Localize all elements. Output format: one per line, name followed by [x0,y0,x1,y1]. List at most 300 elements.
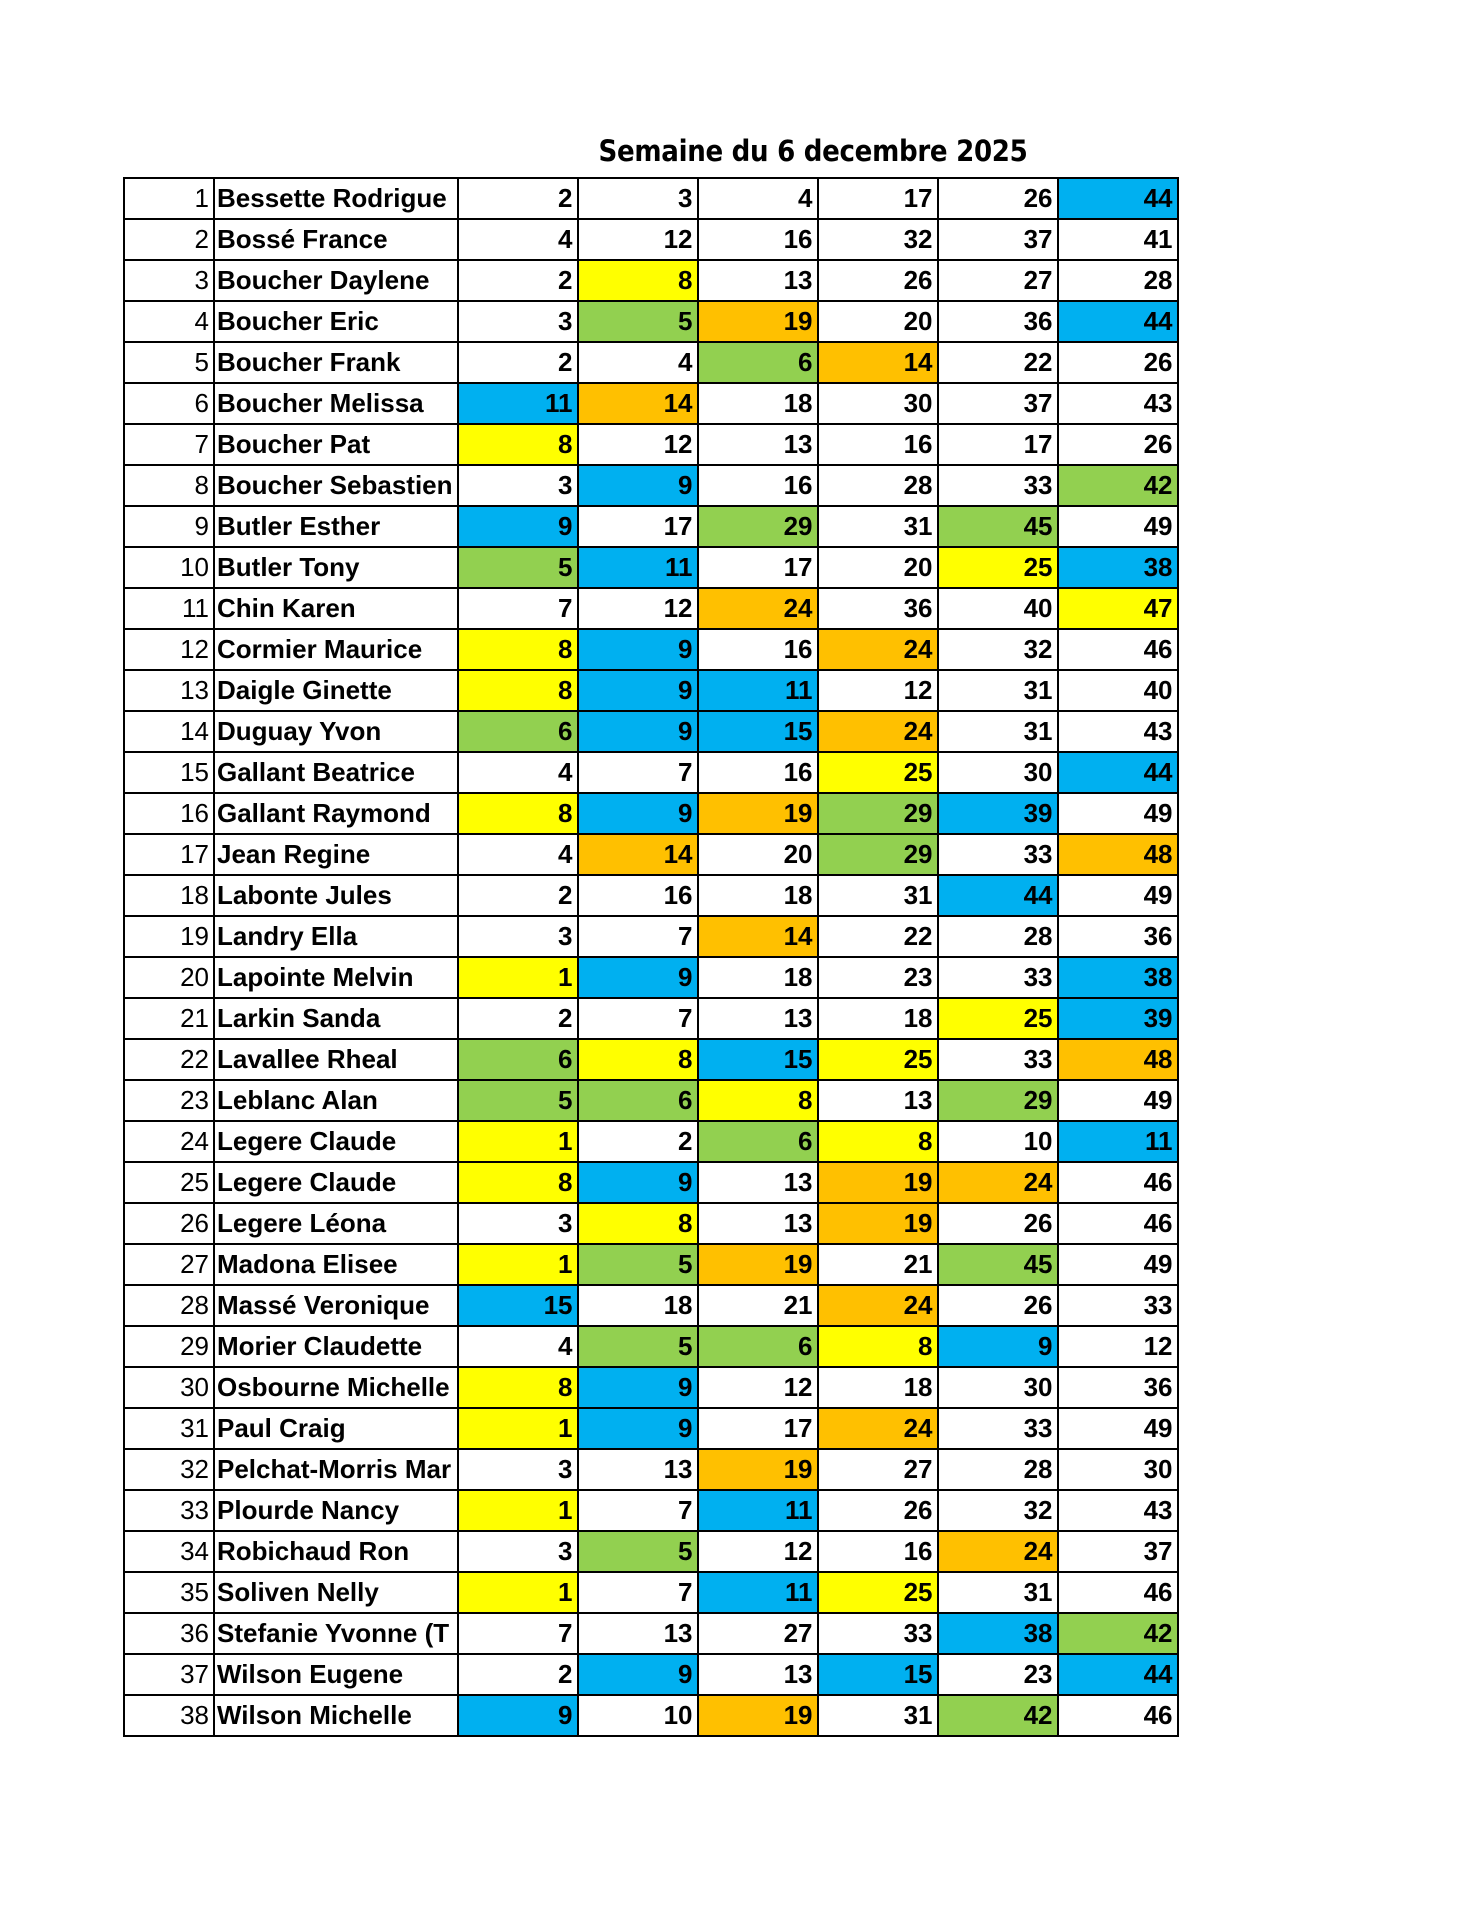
number-cell-1[interactable]: 9 [458,1695,578,1736]
player-name-cell[interactable]: Lapointe Melvin [214,957,458,998]
row-index-cell[interactable]: 35 [124,1572,214,1613]
number-cell-5[interactable]: 36 [938,301,1058,342]
number-cell-2[interactable]: 7 [578,752,698,793]
player-name-cell[interactable]: Legere Léona [214,1203,458,1244]
number-cell-2[interactable]: 8 [578,1039,698,1080]
number-cell-3[interactable]: 17 [698,1408,818,1449]
number-cell-4[interactable]: 26 [818,1490,938,1531]
player-name-cell[interactable]: Boucher Pat [214,424,458,465]
number-cell-6[interactable]: 49 [1058,1408,1178,1449]
number-cell-4[interactable]: 28 [818,465,938,506]
number-cell-5[interactable]: 37 [938,383,1058,424]
number-cell-6[interactable]: 33 [1058,1285,1178,1326]
number-cell-6[interactable]: 26 [1058,342,1178,383]
number-cell-6[interactable]: 44 [1058,301,1178,342]
number-cell-6[interactable]: 36 [1058,1367,1178,1408]
number-cell-4[interactable]: 25 [818,1572,938,1613]
player-name-cell[interactable]: Gallant Beatrice [214,752,458,793]
number-cell-4[interactable]: 26 [818,260,938,301]
row-index-cell[interactable]: 25 [124,1162,214,1203]
number-cell-3[interactable]: 15 [698,1039,818,1080]
number-cell-4[interactable]: 36 [818,588,938,629]
number-cell-4[interactable]: 25 [818,1039,938,1080]
number-cell-2[interactable]: 6 [578,1080,698,1121]
player-name-cell[interactable]: Boucher Frank [214,342,458,383]
row-index-cell[interactable]: 4 [124,301,214,342]
row-index-cell[interactable]: 7 [124,424,214,465]
number-cell-5[interactable]: 31 [938,670,1058,711]
number-cell-1[interactable]: 15 [458,1285,578,1326]
player-name-cell[interactable]: Massé Veronique [214,1285,458,1326]
player-name-cell[interactable]: Paul Craig [214,1408,458,1449]
number-cell-5[interactable]: 45 [938,506,1058,547]
number-cell-3[interactable]: 18 [698,383,818,424]
number-cell-6[interactable]: 49 [1058,875,1178,916]
number-cell-6[interactable]: 46 [1058,1162,1178,1203]
number-cell-2[interactable]: 9 [578,1408,698,1449]
row-index-cell[interactable]: 8 [124,465,214,506]
player-name-cell[interactable]: Jean Regine [214,834,458,875]
number-cell-4[interactable]: 19 [818,1203,938,1244]
number-cell-2[interactable]: 18 [578,1285,698,1326]
number-cell-5[interactable]: 27 [938,260,1058,301]
player-name-cell[interactable]: Landry Ella [214,916,458,957]
number-cell-6[interactable]: 44 [1058,178,1178,219]
row-index-cell[interactable]: 37 [124,1654,214,1695]
number-cell-1[interactable]: 1 [458,1121,578,1162]
number-cell-3[interactable]: 6 [698,1121,818,1162]
number-cell-5[interactable]: 26 [938,1203,1058,1244]
number-cell-1[interactable]: 1 [458,1244,578,1285]
number-cell-1[interactable]: 8 [458,424,578,465]
number-cell-5[interactable]: 26 [938,178,1058,219]
number-cell-1[interactable]: 1 [458,1408,578,1449]
player-name-cell[interactable]: Boucher Sebastien [214,465,458,506]
player-name-cell[interactable]: Osbourne Michelle [214,1367,458,1408]
number-cell-4[interactable]: 13 [818,1080,938,1121]
number-cell-6[interactable]: 46 [1058,1203,1178,1244]
row-index-cell[interactable]: 9 [124,506,214,547]
number-cell-5[interactable]: 17 [938,424,1058,465]
number-cell-3[interactable]: 19 [698,793,818,834]
row-index-cell[interactable]: 31 [124,1408,214,1449]
number-cell-5[interactable]: 42 [938,1695,1058,1736]
number-cell-1[interactable]: 2 [458,260,578,301]
player-name-cell[interactable]: Plourde Nancy [214,1490,458,1531]
player-name-cell[interactable]: Boucher Melissa [214,383,458,424]
number-cell-2[interactable]: 5 [578,1326,698,1367]
number-cell-1[interactable]: 2 [458,178,578,219]
number-cell-5[interactable]: 31 [938,1572,1058,1613]
number-cell-3[interactable]: 13 [698,260,818,301]
number-cell-6[interactable]: 42 [1058,1613,1178,1654]
number-cell-5[interactable]: 37 [938,219,1058,260]
player-name-cell[interactable]: Stefanie Yvonne (T [214,1613,458,1654]
number-cell-3[interactable]: 16 [698,629,818,670]
player-name-cell[interactable]: Pelchat-Morris Mar [214,1449,458,1490]
number-cell-4[interactable]: 20 [818,301,938,342]
player-name-cell[interactable]: Wilson Eugene [214,1654,458,1695]
number-cell-2[interactable]: 12 [578,588,698,629]
number-cell-4[interactable]: 27 [818,1449,938,1490]
number-cell-1[interactable]: 8 [458,670,578,711]
number-cell-5[interactable]: 24 [938,1162,1058,1203]
number-cell-2[interactable]: 3 [578,178,698,219]
number-cell-5[interactable]: 30 [938,1367,1058,1408]
number-cell-4[interactable]: 33 [818,1613,938,1654]
number-cell-1[interactable]: 3 [458,916,578,957]
number-cell-5[interactable]: 40 [938,588,1058,629]
number-cell-6[interactable]: 28 [1058,260,1178,301]
number-cell-5[interactable]: 10 [938,1121,1058,1162]
number-cell-4[interactable]: 21 [818,1244,938,1285]
number-cell-2[interactable]: 13 [578,1613,698,1654]
number-cell-5[interactable]: 24 [938,1531,1058,1572]
number-cell-4[interactable]: 15 [818,1654,938,1695]
player-name-cell[interactable]: Bessette Rodrigue [214,178,458,219]
number-cell-2[interactable]: 9 [578,1367,698,1408]
number-cell-2[interactable]: 9 [578,629,698,670]
number-cell-3[interactable]: 18 [698,957,818,998]
number-cell-1[interactable]: 1 [458,1572,578,1613]
number-cell-4[interactable]: 31 [818,875,938,916]
number-cell-5[interactable]: 25 [938,998,1058,1039]
number-cell-3[interactable]: 4 [698,178,818,219]
number-cell-3[interactable]: 16 [698,219,818,260]
number-cell-1[interactable]: 4 [458,1326,578,1367]
player-name-cell[interactable]: Bossé France [214,219,458,260]
row-index-cell[interactable]: 21 [124,998,214,1039]
number-cell-2[interactable]: 9 [578,1654,698,1695]
number-cell-3[interactable]: 18 [698,875,818,916]
number-cell-6[interactable]: 38 [1058,957,1178,998]
number-cell-5[interactable]: 28 [938,916,1058,957]
number-cell-1[interactable]: 11 [458,383,578,424]
number-cell-3[interactable]: 13 [698,1654,818,1695]
number-cell-4[interactable]: 31 [818,1695,938,1736]
player-name-cell[interactable]: Robichaud Ron [214,1531,458,1572]
number-cell-6[interactable]: 46 [1058,1572,1178,1613]
row-index-cell[interactable]: 19 [124,916,214,957]
number-cell-2[interactable]: 5 [578,301,698,342]
player-name-cell[interactable]: Labonte Jules [214,875,458,916]
number-cell-6[interactable]: 39 [1058,998,1178,1039]
number-cell-4[interactable]: 31 [818,506,938,547]
row-index-cell[interactable]: 24 [124,1121,214,1162]
number-cell-5[interactable]: 25 [938,547,1058,588]
number-cell-3[interactable]: 6 [698,1326,818,1367]
number-cell-1[interactable]: 5 [458,547,578,588]
row-index-cell[interactable]: 33 [124,1490,214,1531]
number-cell-6[interactable]: 11 [1058,1121,1178,1162]
number-cell-6[interactable]: 26 [1058,424,1178,465]
number-cell-3[interactable]: 13 [698,1162,818,1203]
number-cell-3[interactable]: 14 [698,916,818,957]
number-cell-3[interactable]: 29 [698,506,818,547]
number-cell-6[interactable]: 36 [1058,916,1178,957]
number-cell-1[interactable]: 9 [458,506,578,547]
row-index-cell[interactable]: 13 [124,670,214,711]
number-cell-3[interactable]: 16 [698,752,818,793]
number-cell-3[interactable]: 17 [698,547,818,588]
number-cell-2[interactable]: 5 [578,1531,698,1572]
number-cell-1[interactable]: 3 [458,465,578,506]
player-name-cell[interactable]: Madona Elisee [214,1244,458,1285]
row-index-cell[interactable]: 22 [124,1039,214,1080]
number-cell-6[interactable]: 42 [1058,465,1178,506]
number-cell-2[interactable]: 7 [578,1490,698,1531]
number-cell-5[interactable]: 26 [938,1285,1058,1326]
row-index-cell[interactable]: 15 [124,752,214,793]
player-name-cell[interactable]: Butler Tony [214,547,458,588]
number-cell-5[interactable]: 33 [938,1408,1058,1449]
number-cell-2[interactable]: 9 [578,465,698,506]
number-cell-4[interactable]: 32 [818,219,938,260]
number-cell-2[interactable]: 9 [578,1162,698,1203]
number-cell-3[interactable]: 13 [698,1203,818,1244]
number-cell-6[interactable]: 43 [1058,711,1178,752]
row-index-cell[interactable]: 14 [124,711,214,752]
number-cell-5[interactable]: 23 [938,1654,1058,1695]
player-name-cell[interactable]: Larkin Sanda [214,998,458,1039]
number-cell-3[interactable]: 19 [698,1695,818,1736]
number-cell-1[interactable]: 4 [458,752,578,793]
number-cell-5[interactable]: 22 [938,342,1058,383]
number-cell-6[interactable]: 43 [1058,383,1178,424]
number-cell-4[interactable]: 8 [818,1326,938,1367]
number-cell-4[interactable]: 30 [818,383,938,424]
number-cell-5[interactable]: 33 [938,834,1058,875]
number-cell-6[interactable]: 47 [1058,588,1178,629]
number-cell-1[interactable]: 8 [458,1162,578,1203]
number-cell-3[interactable]: 11 [698,1490,818,1531]
number-cell-4[interactable]: 17 [818,178,938,219]
number-cell-4[interactable]: 18 [818,998,938,1039]
number-cell-2[interactable]: 12 [578,424,698,465]
number-cell-5[interactable]: 32 [938,1490,1058,1531]
number-cell-4[interactable]: 19 [818,1162,938,1203]
number-cell-3[interactable]: 20 [698,834,818,875]
row-index-cell[interactable]: 3 [124,260,214,301]
number-cell-3[interactable]: 13 [698,998,818,1039]
number-cell-3[interactable]: 19 [698,1449,818,1490]
number-cell-2[interactable]: 9 [578,670,698,711]
player-name-cell[interactable]: Morier Claudette [214,1326,458,1367]
number-cell-2[interactable]: 9 [578,711,698,752]
player-name-cell[interactable]: Boucher Daylene [214,260,458,301]
number-cell-4[interactable]: 20 [818,547,938,588]
number-cell-2[interactable]: 2 [578,1121,698,1162]
number-cell-5[interactable]: 39 [938,793,1058,834]
row-index-cell[interactable]: 18 [124,875,214,916]
number-cell-1[interactable]: 6 [458,1039,578,1080]
row-index-cell[interactable]: 27 [124,1244,214,1285]
player-name-cell[interactable]: Cormier Maurice [214,629,458,670]
number-cell-1[interactable]: 5 [458,1080,578,1121]
number-cell-2[interactable]: 5 [578,1244,698,1285]
number-cell-3[interactable]: 19 [698,301,818,342]
number-cell-2[interactable]: 8 [578,1203,698,1244]
row-index-cell[interactable]: 6 [124,383,214,424]
number-cell-3[interactable]: 11 [698,670,818,711]
row-index-cell[interactable]: 11 [124,588,214,629]
row-index-cell[interactable]: 34 [124,1531,214,1572]
row-index-cell[interactable]: 17 [124,834,214,875]
number-cell-6[interactable]: 38 [1058,547,1178,588]
number-cell-3[interactable]: 12 [698,1531,818,1572]
player-name-cell[interactable]: Soliven Nelly [214,1572,458,1613]
number-cell-1[interactable]: 4 [458,219,578,260]
number-cell-1[interactable]: 8 [458,793,578,834]
number-cell-4[interactable]: 24 [818,629,938,670]
number-cell-4[interactable]: 16 [818,1531,938,1572]
row-index-cell[interactable]: 16 [124,793,214,834]
number-cell-4[interactable]: 18 [818,1367,938,1408]
number-cell-6[interactable]: 40 [1058,670,1178,711]
player-name-cell[interactable]: Legere Claude [214,1121,458,1162]
number-cell-4[interactable]: 25 [818,752,938,793]
row-index-cell[interactable]: 28 [124,1285,214,1326]
number-cell-5[interactable]: 32 [938,629,1058,670]
number-cell-1[interactable]: 4 [458,834,578,875]
number-cell-3[interactable]: 16 [698,465,818,506]
number-cell-2[interactable]: 14 [578,383,698,424]
number-cell-4[interactable]: 12 [818,670,938,711]
number-cell-1[interactable]: 6 [458,711,578,752]
number-cell-4[interactable]: 24 [818,711,938,752]
number-cell-6[interactable]: 48 [1058,1039,1178,1080]
number-cell-3[interactable]: 13 [698,424,818,465]
number-cell-6[interactable]: 49 [1058,793,1178,834]
number-cell-3[interactable]: 27 [698,1613,818,1654]
player-name-cell[interactable]: Lavallee Rheal [214,1039,458,1080]
number-cell-3[interactable]: 19 [698,1244,818,1285]
number-cell-1[interactable]: 8 [458,629,578,670]
number-cell-3[interactable]: 21 [698,1285,818,1326]
row-index-cell[interactable]: 1 [124,178,214,219]
player-name-cell[interactable]: Gallant Raymond [214,793,458,834]
row-index-cell[interactable]: 32 [124,1449,214,1490]
number-cell-6[interactable]: 12 [1058,1326,1178,1367]
number-cell-5[interactable]: 33 [938,1039,1058,1080]
row-index-cell[interactable]: 10 [124,547,214,588]
number-cell-1[interactable]: 1 [458,1490,578,1531]
row-index-cell[interactable]: 36 [124,1613,214,1654]
number-cell-1[interactable]: 1 [458,957,578,998]
number-cell-3[interactable]: 15 [698,711,818,752]
number-cell-3[interactable]: 8 [698,1080,818,1121]
number-cell-2[interactable]: 17 [578,506,698,547]
player-name-cell[interactable]: Wilson Michelle [214,1695,458,1736]
number-cell-2[interactable]: 12 [578,219,698,260]
number-cell-2[interactable]: 7 [578,1572,698,1613]
number-cell-2[interactable]: 8 [578,260,698,301]
number-cell-6[interactable]: 49 [1058,1080,1178,1121]
number-cell-6[interactable]: 30 [1058,1449,1178,1490]
row-index-cell[interactable]: 26 [124,1203,214,1244]
row-index-cell[interactable]: 29 [124,1326,214,1367]
number-cell-1[interactable]: 3 [458,1449,578,1490]
number-cell-5[interactable]: 9 [938,1326,1058,1367]
number-cell-1[interactable]: 2 [458,342,578,383]
player-name-cell[interactable]: Chin Karen [214,588,458,629]
player-name-cell[interactable]: Boucher Eric [214,301,458,342]
number-cell-2[interactable]: 13 [578,1449,698,1490]
number-cell-2[interactable]: 4 [578,342,698,383]
number-cell-6[interactable]: 48 [1058,834,1178,875]
number-cell-6[interactable]: 43 [1058,1490,1178,1531]
number-cell-4[interactable]: 16 [818,424,938,465]
number-cell-4[interactable]: 29 [818,793,938,834]
player-name-cell[interactable]: Duguay Yvon [214,711,458,752]
number-cell-2[interactable]: 9 [578,957,698,998]
number-cell-4[interactable]: 8 [818,1121,938,1162]
number-cell-1[interactable]: 3 [458,1531,578,1572]
row-index-cell[interactable]: 12 [124,629,214,670]
number-cell-1[interactable]: 7 [458,1613,578,1654]
number-cell-1[interactable]: 7 [458,588,578,629]
row-index-cell[interactable]: 20 [124,957,214,998]
number-cell-6[interactable]: 44 [1058,752,1178,793]
number-cell-1[interactable]: 3 [458,1203,578,1244]
number-cell-1[interactable]: 8 [458,1367,578,1408]
number-cell-6[interactable]: 49 [1058,506,1178,547]
player-name-cell[interactable]: Legere Claude [214,1162,458,1203]
player-name-cell[interactable]: Leblanc Alan [214,1080,458,1121]
number-cell-3[interactable]: 6 [698,342,818,383]
number-cell-5[interactable]: 33 [938,465,1058,506]
number-cell-4[interactable]: 22 [818,916,938,957]
number-cell-5[interactable]: 31 [938,711,1058,752]
number-cell-1[interactable]: 3 [458,301,578,342]
number-cell-4[interactable]: 29 [818,834,938,875]
number-cell-4[interactable]: 24 [818,1285,938,1326]
number-cell-5[interactable]: 38 [938,1613,1058,1654]
number-cell-2[interactable]: 14 [578,834,698,875]
number-cell-2[interactable]: 7 [578,916,698,957]
number-cell-6[interactable]: 44 [1058,1654,1178,1695]
number-cell-1[interactable]: 2 [458,875,578,916]
row-index-cell[interactable]: 5 [124,342,214,383]
row-index-cell[interactable]: 23 [124,1080,214,1121]
number-cell-5[interactable]: 45 [938,1244,1058,1285]
number-cell-3[interactable]: 12 [698,1367,818,1408]
number-cell-4[interactable]: 24 [818,1408,938,1449]
number-cell-5[interactable]: 44 [938,875,1058,916]
number-cell-2[interactable]: 9 [578,793,698,834]
number-cell-1[interactable]: 2 [458,998,578,1039]
number-cell-4[interactable]: 14 [818,342,938,383]
number-cell-2[interactable]: 11 [578,547,698,588]
number-cell-6[interactable]: 49 [1058,1244,1178,1285]
player-name-cell[interactable]: Daigle Ginette [214,670,458,711]
player-name-cell[interactable]: Butler Esther [214,506,458,547]
number-cell-5[interactable]: 30 [938,752,1058,793]
number-cell-5[interactable]: 28 [938,1449,1058,1490]
number-cell-3[interactable]: 11 [698,1572,818,1613]
number-cell-5[interactable]: 33 [938,957,1058,998]
number-cell-1[interactable]: 2 [458,1654,578,1695]
number-cell-2[interactable]: 10 [578,1695,698,1736]
number-cell-6[interactable]: 37 [1058,1531,1178,1572]
number-cell-4[interactable]: 23 [818,957,938,998]
number-cell-6[interactable]: 46 [1058,629,1178,670]
row-index-cell[interactable]: 38 [124,1695,214,1736]
row-index-cell[interactable]: 2 [124,219,214,260]
number-cell-6[interactable]: 46 [1058,1695,1178,1736]
number-cell-6[interactable]: 41 [1058,219,1178,260]
number-cell-2[interactable]: 7 [578,998,698,1039]
